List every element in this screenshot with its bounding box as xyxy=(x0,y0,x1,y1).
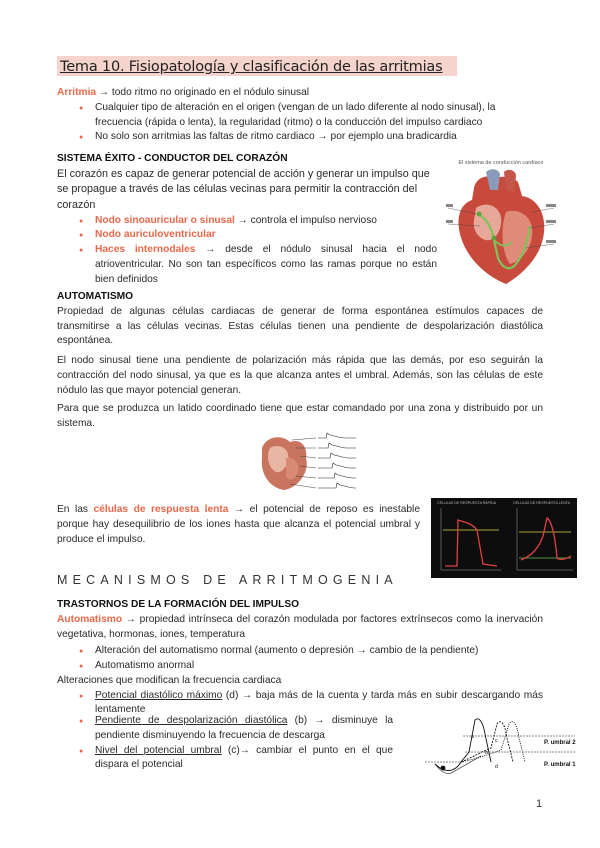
list-item: ● Automatismo anormal xyxy=(57,659,543,674)
automatismo-heading: AUTOMATISMO xyxy=(57,291,134,302)
threshold-graph xyxy=(405,712,585,778)
respuesta-lenta-section xyxy=(57,503,420,547)
arritmia-section xyxy=(57,86,543,145)
graph-label-c: c xyxy=(495,738,498,744)
item-term: Nodo sinoauricular o sinusal xyxy=(95,214,235,226)
page-number: 1 xyxy=(536,798,543,810)
figure-caption: El sistema de conducción cardíaco xyxy=(458,160,544,166)
graph-label-b: b xyxy=(485,750,488,756)
graph-label-d: d xyxy=(495,764,498,770)
trastornos-items xyxy=(57,714,393,773)
sistema-section xyxy=(57,152,437,288)
page-title: Tema 10. Fisiopatología y clasificación de las arritmias xyxy=(60,59,443,75)
item-rest: → controla el impulso nervioso xyxy=(234,214,377,226)
automatismo-p3: Para que se produzca un latido coordinado tiene que estar comandado por una zona y distribuido por un sistema. xyxy=(57,403,543,430)
respuesta-pre: En las xyxy=(57,504,94,515)
respuesta-term: células de respuesta lenta xyxy=(93,504,229,515)
trastornos-section xyxy=(57,598,543,718)
list-item xyxy=(57,228,437,243)
automatismo-p1: Propiedad de algunas células cardiacas de generar de forma espontánea estímulos capaces de transmitirse a las células vecinas. Estas células tienen una pendiente de despolarización diastólica espontánea. xyxy=(57,305,543,347)
item-term: Potencial diastólico máximo xyxy=(95,689,223,701)
item-rest: (c)→ cambiar el punto en el que dispara el potencial xyxy=(95,744,393,771)
list-item xyxy=(57,214,437,229)
chart-label-fast: CÉLULAS DE RESPUESTA RÁPIDA xyxy=(437,501,497,505)
arritmia-term: Arritmia xyxy=(57,87,97,98)
item-term: Nivel del potencial umbral xyxy=(95,744,222,756)
item-rest: (b) → disminuye la pendiente disminuyendo la frecuencia de descarga xyxy=(95,715,393,741)
graph-label-u1: P. umbral 1 xyxy=(544,762,576,768)
item-term: Haces internodales xyxy=(95,244,196,256)
heart-illustration xyxy=(446,168,556,288)
list-item: ● Cualquier tipo de alteración en el origen (vengan de un lado diferente al nodo sinusal), la frecuencia (rápida o lenta), la regularidad (ritmo) o la conducción del impulso cardiaco xyxy=(57,101,543,131)
action-potential-illustration xyxy=(256,428,362,498)
item-term: Pendiente de despolarización diastólica xyxy=(95,715,288,726)
graph-label-u2: P. umbral 2 xyxy=(544,740,576,746)
list-item: ● Alteración del automatismo normal (aumento o depresión → cambio de la pendiente) xyxy=(57,644,543,659)
automatismo-def: → propiedad intrínseca del corazón modulada por factores extrínsecos como la inervación vegetativa, hormonas, iones, temperatura xyxy=(57,613,543,640)
alteraciones-text: Alteraciones que modifican la frecuencia cardiaca xyxy=(57,674,282,686)
mecanismos-heading: MECANISMOS DE ARRITMOGENIA xyxy=(57,573,398,587)
action-potential-figure xyxy=(256,428,362,498)
list-item xyxy=(57,243,437,287)
item-rest: (d) → baja más de la cuenta y tarda más en subir descargando más lentamente xyxy=(95,689,544,716)
item-rest: → desde el nódulo sinusal hacia el nodo atrioventricular. No son tan específicos como las ramas porque no están bien definidos xyxy=(95,244,437,285)
respuesta-post: → el potencial de reposo es inestable porque hay desequilibrio de los iones hasta que alcanza el potencial umbral y produce el impulso. xyxy=(57,504,420,545)
automatismo-term: Automatismo xyxy=(57,613,123,625)
sistema-heading: SISTEMA ÉXITO - CONDUCTOR DEL CORAZÓN xyxy=(57,153,288,164)
heart-conduction-figure xyxy=(446,160,556,290)
threshold-plot xyxy=(405,712,585,778)
response-cells-plot xyxy=(431,498,577,578)
list-item xyxy=(57,744,393,774)
automatismo-p2: El nodo sinusal tiene una pendiente de polarización más rápida que las demás, por eso seguirán la contracción del nodo sinusal, ya que es la que alcanza antes el umbral. Además, son las células de este nódulo las que mayor potencial generan. xyxy=(57,355,543,396)
list-item xyxy=(57,714,393,744)
graph-label-a: a xyxy=(471,734,474,740)
sistema-text: El corazón es capaz de generar potencial de acción y generar un impulso que se propague a través de las células vecinas para permitir la contracción del corazón xyxy=(57,167,430,212)
chart-label-slow: CÉLULAS DE RESPUESTA LENTA xyxy=(513,501,570,505)
trastornos-heading: TRASTORNOS DE LA FORMACIÓN DEL IMPULSO xyxy=(57,599,300,610)
item-term: Nodo auriculoventricular xyxy=(95,229,216,241)
arritmia-def: → todo ritmo no originado en el nódulo sinusal xyxy=(96,87,310,98)
response-cells-chart xyxy=(431,498,577,578)
list-item: ● No solo son arritmias las faltas de ritmo cardiaco → por ejemplo una bradicardia xyxy=(57,130,543,145)
automatismo-section xyxy=(57,290,543,432)
